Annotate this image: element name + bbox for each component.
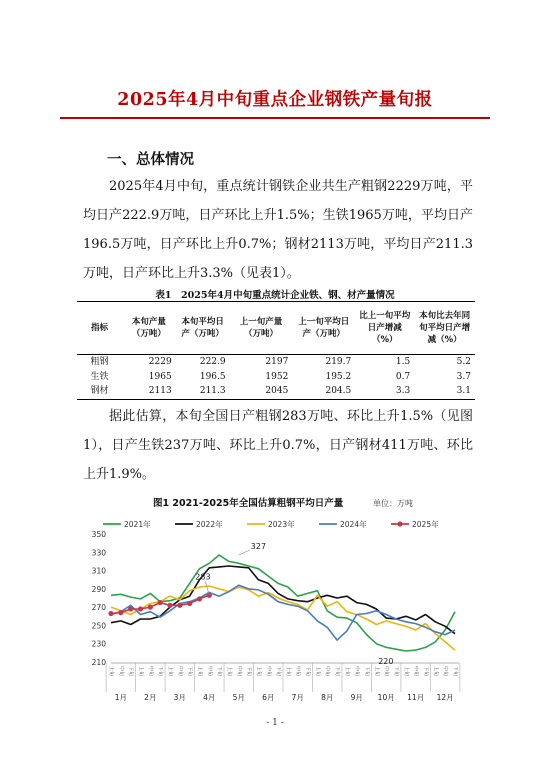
table-cell: 1.5 [395, 357, 411, 367]
table-cell: 211.3 [176, 384, 230, 399]
table-header-cell: 比上一旬平均日产增减（%） [355, 302, 414, 355]
table-cell: 195.2 [325, 371, 352, 382]
x-period-label: 中旬 [117, 666, 124, 677]
legend-label: 2021年 [124, 520, 151, 529]
x-period-label: 下旬 [127, 666, 134, 677]
x-period-label: 中旬 [383, 666, 390, 677]
x-period-label: 中旬 [265, 666, 272, 677]
annotation-label: 283 [195, 572, 211, 582]
table-header-cell: 本旬比去年同旬平均日产增减（%） [414, 302, 475, 355]
annotation-label: 220 [378, 656, 394, 666]
series-point [187, 601, 192, 606]
y-tick-label: 330 [91, 548, 106, 558]
x-period-label: 上旬 [225, 666, 232, 677]
legend-label: 2025年 [412, 520, 439, 529]
y-tick-label: 250 [91, 621, 106, 631]
x-period-label: 上旬 [255, 666, 262, 677]
x-month-label: 5月 [232, 693, 245, 702]
x-period-label: 中旬 [353, 666, 360, 677]
chart-series-group [108, 555, 455, 651]
table-cell: 1965 [148, 371, 172, 382]
x-period-label: 下旬 [186, 666, 193, 677]
x-month-label: 11月 [407, 693, 425, 702]
table-cell: 204.5 [292, 384, 355, 399]
table-header-cell: 上一旬平均日产（万吨） [292, 302, 355, 355]
table-cell: 196.5 [199, 371, 226, 382]
table-cell: 219.7 [325, 357, 352, 367]
y-tick-label: 270 [91, 603, 106, 613]
y-tick-label: 230 [91, 639, 106, 649]
x-period-label: 下旬 [304, 666, 311, 677]
x-period-label: 上旬 [137, 666, 144, 677]
chart-unit-label: 单位：万吨 [373, 499, 413, 508]
x-period-label: 上旬 [108, 666, 114, 677]
x-period-label: 上旬 [314, 666, 321, 677]
page-number: - 1 - [266, 718, 284, 728]
table-caption: 表1 2025年4月中旬重点统计企业铁、钢、材产量情况 [155, 290, 395, 301]
x-period-label: 上旬 [343, 666, 350, 677]
table-cell: 3.1 [414, 384, 475, 399]
chart-legend [103, 519, 439, 529]
table-header-cell: 指标 [77, 302, 122, 355]
series-point [108, 611, 113, 616]
series-line-2024年 [111, 585, 455, 640]
series-point [177, 603, 182, 608]
x-period-label: 中旬 [324, 666, 331, 677]
table-cell: 0.7 [395, 371, 411, 382]
table-cell: 生铁 [90, 371, 109, 382]
legend-marker [397, 521, 402, 526]
series-point [138, 606, 143, 611]
annotation-leader [239, 550, 250, 555]
table-cell: 3.3 [355, 384, 414, 399]
x-month-label: 7月 [291, 693, 304, 702]
x-month-label: 12月 [436, 693, 454, 702]
x-month-label: 6月 [262, 693, 275, 702]
x-period-label: 中旬 [176, 666, 183, 677]
section-heading: 一、总体情况 [107, 152, 194, 168]
table-cell: 1952 [265, 371, 289, 382]
x-month-label: 3月 [173, 693, 186, 702]
table-cell: 2197 [265, 357, 289, 367]
table-cell: 222.9 [199, 357, 226, 367]
x-month-label: 2月 [144, 693, 157, 702]
x-period-label: 中旬 [147, 666, 154, 677]
x-period-label: 上旬 [284, 666, 291, 677]
x-month-label: 4月 [203, 693, 216, 702]
series-point [118, 610, 123, 615]
x-period-label: 下旬 [216, 666, 223, 677]
x-period-label: 上旬 [196, 666, 203, 677]
report-title: 2025年4月中旬重点企业钢铁产量旬报 [117, 90, 433, 110]
x-period-label: 上旬 [402, 666, 409, 677]
series-point [128, 606, 133, 611]
table-cell: 2045 [230, 384, 293, 399]
series-point [167, 603, 172, 608]
chart-title: 图1 2021-2025年全国估算粗钢平均日产量 [153, 498, 344, 509]
x-period-label: 上旬 [166, 666, 173, 677]
table-header-cell: 上一旬产量（万吨） [230, 302, 293, 355]
table-row [77, 370, 475, 385]
table-cell: 2113 [122, 384, 176, 399]
x-period-label: 下旬 [157, 666, 164, 677]
x-period-label: 下旬 [275, 666, 282, 677]
x-month-label: 9月 [350, 693, 363, 702]
table-header-cell: 本旬平均日产（万吨） [176, 302, 230, 355]
table-cell: 3.7 [456, 371, 471, 382]
x-month-label: 10月 [377, 693, 395, 702]
table-cell: 2229 [148, 357, 172, 367]
table-cell: 5.2 [456, 357, 471, 367]
y-tick-label: 350 [91, 530, 106, 539]
legend-label: 2023年 [268, 520, 295, 529]
annotation-label: 327 [250, 542, 267, 552]
x-period-label: 下旬 [452, 666, 458, 677]
legend-label: 2024年 [340, 520, 367, 529]
estimate-paragraph: 据此估算，本旬全国日产粗钢283万吨、环比上升1.5%（见图1），日产生铁237万吨、环比上升0.7%，日产钢材411万吨、环比上升1.9%。 [83, 409, 473, 482]
x-period-label: 下旬 [363, 666, 370, 677]
series-point [148, 605, 153, 610]
x-period-label: 中旬 [235, 666, 242, 677]
x-month-label: 8月 [321, 693, 334, 702]
table-header-cell: 本旬产量（万吨） [122, 302, 176, 355]
table-header-row [77, 302, 475, 355]
x-month-label: 1月 [114, 693, 127, 702]
legend-label: 2022年 [196, 520, 223, 529]
x-period-label: 下旬 [334, 666, 341, 677]
x-period-label: 中旬 [412, 666, 419, 677]
production-table [77, 301, 475, 400]
title-divider [60, 117, 490, 119]
x-period-label: 上旬 [373, 666, 380, 677]
x-period-label: 上旬 [432, 666, 439, 677]
y-tick-label: 290 [91, 584, 106, 594]
x-period-label: 中旬 [442, 666, 449, 677]
table-cell: 钢材 [77, 384, 122, 399]
x-period-label: 中旬 [294, 666, 301, 677]
table-row [77, 355, 475, 370]
x-period-label: 下旬 [422, 666, 429, 677]
series-point [158, 600, 163, 605]
table-cell: 粗钢 [90, 357, 109, 367]
x-period-label: 下旬 [245, 666, 252, 677]
y-tick-label: 310 [91, 566, 106, 576]
x-period-label: 中旬 [206, 666, 213, 677]
table-row [77, 384, 475, 399]
y-tick-label: 210 [91, 658, 106, 667]
x-period-label: 下旬 [393, 666, 400, 677]
series-point [197, 596, 202, 601]
steel-output-chart [83, 494, 473, 704]
summary-paragraph: 2025年4月中旬，重点统计钢铁企业共生产粗钢2229万吨，平均日产222.9万吨，日产环比上升1.5%；生铁1965万吨，平均日产196.5万吨，日产环比上升0.7%；钢材2113万吨，平均日产211.3万吨，日产环比上升3.3%（见表1）。 [83, 179, 473, 281]
